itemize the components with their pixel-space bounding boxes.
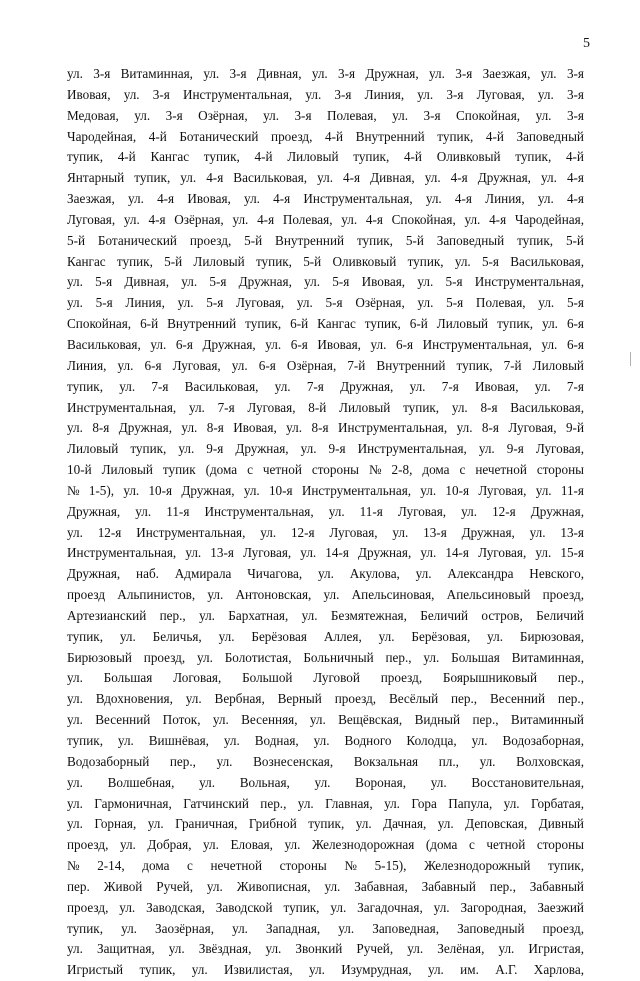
text-line: ул. Волшебная, ул. Вольная, ул. Вороная, ул. Восстановительная, (67, 774, 584, 790)
text-line: № 2-14, дома с нечетной стороны № 5-15), Железнодорожный тупик, (67, 858, 584, 874)
text-line: Водозаборный пер., ул. Вознесенская, Вокзальная пл., ул. Волховская, (67, 753, 584, 769)
text-line: Чародейная, 4-й Ботанический проезд, 4-й Внутренний тупик, 4-й Заповедный (67, 128, 584, 144)
text-line: Янтарный тупик, ул. 4-я Васильковая, ул. 4-я Дивная, ул. 4-я Дружная, ул. 4-я (67, 170, 584, 186)
text-line: ул. 5-я Дивная, ул. 5-я Дружная, ул. 5-я Ивовая, ул. 5-я Инструментальная, (67, 274, 584, 290)
text-line: Игристый тупик, ул. Извилистая, ул. Изумрудная, ул. им. А.Г. Харлова, (67, 962, 584, 978)
text-line: № 1-5), ул. 10-я Дружная, ул. 10-я Инструментальная, ул. 10-я Луговая, ул. 11-я (67, 482, 584, 498)
text-line: Бирюзовый проезд, ул. Болотистая, Больничный пер., ул. Большая Витаминная, (67, 649, 584, 665)
text-line: ул. 12-я Инструментальная, ул. 12-я Луговая, ул. 13-я Дружная, ул. 13-я (67, 524, 584, 540)
text-line: Заезжая, ул. 4-я Ивовая, ул. 4-я Инструментальная, ул. 4-я Линия, ул. 4-я (67, 191, 584, 207)
text-line: проезд, ул. Добрая, ул. Еловая, ул. Железнодорожная (дома с четной стороны (67, 837, 584, 853)
text-line: ул. 3-я Витаминная, ул. 3-я Дивная, ул. 3-я Дружная, ул. 3-я Заезжая, ул. 3-я (67, 66, 584, 81)
text-line: 5-й Ботанический проезд, 5-й Внутренний тупик, 5-й Заповедный тупик, 5-й (67, 232, 584, 248)
text-line: Дружная, ул. 11-я Инструментальная, ул. 11-я Луговая, ул. 12-я Дружная, (67, 503, 584, 519)
text-line: ул. Весенний Поток, ул. Весенняя, ул. Вещёвская, Видный пер., Витаминный (67, 712, 584, 728)
text-line: Инструментальная, ул. 7-я Луговая, 8-й Лиловый тупик, ул. 8-я Васильковая, (67, 399, 584, 415)
scan-artifact-mark (630, 352, 631, 366)
text-line: тупик, ул. Вишнёвая, ул. Водная, ул. Водного Колодца, ул. Водозаборная, (67, 733, 584, 748)
text-line: пер. Живой Ручей, ул. Живописная, ул. Забавная, Забавный пер., Забавный (67, 878, 584, 894)
text-line: 10-й Лиловый тупик (дома с четной стороны № 2-8, дома с нечетной стороны (67, 462, 584, 478)
text-line: Дружная, наб. Адмирала Чичагова, ул. Акулова, ул. Александра Невского, (67, 566, 584, 582)
text-line: Артезианский пер., ул. Бархатная, ул. Безмятежная, Беличий остров, Беличий (67, 607, 584, 623)
text-line: проезд Альпинистов, ул. Антоновская, ул. Апельсиновая, Апельсиновый проезд, (67, 587, 584, 603)
text-line: ул. Гармоничная, Гатчинский пер., ул. Главная, ул. Гора Папула, ул. Горбатая, (67, 795, 584, 811)
text-line: ул. Защитная, ул. Звёздная, ул. Звонкий Ручей, ул. Зелёная, ул. Игристая, (67, 941, 584, 957)
text-line: Лиловый тупик, ул. 9-я Дружная, ул. 9-я Инструментальная, ул. 9-я Луговая, (67, 441, 584, 457)
text-line: Кангас тупик, 5-й Лиловый тупик, 5-й Оливковый тупик, ул. 5-я Васильковая, (67, 253, 584, 269)
text-line: Медовая, ул. 3-я Озёрная, ул. 3-я Полевая, ул. 3-я Спокойная, ул. 3-я (67, 107, 584, 123)
page-number: 5 (583, 36, 590, 51)
text-line: ул. Большая Логовая, Большой Луговой проезд, Боярышниковый пер., (67, 670, 584, 686)
text-line: ул. Горная, ул. Граничная, Грибной тупик, ул. Дачная, ул. Деповская, Дивный (67, 816, 584, 832)
text-line: проезд, ул. Заводская, Заводской тупик, ул. Загадочная, ул. Загородная, Заезжий (67, 899, 584, 915)
text-line: Васильковая, ул. 6-я Дружная, ул. 6-я Ивовая, ул. 6-я Инструментальная, ул. 6-я (67, 336, 584, 352)
body-text (67, 64, 584, 981)
text-line: Инструментальная, ул. 13-я Луговая, ул. 14-я Дружная, ул. 14-я Луговая, ул. 15-я (67, 545, 584, 561)
text-line: Линия, ул. 6-я Луговая, ул. 6-я Озёрная, 7-й Внутренний тупик, 7-й Лиловый (67, 357, 584, 373)
text-line: Спокойная, 6-й Внутренний тупик, 6-й Кангас тупик, 6-й Лиловый тупик, ул. 6-я (67, 316, 584, 332)
text-line: тупик, ул. 7-я Васильковая, ул. 7-я Дружная, ул. 7-я Ивовая, ул. 7-я (67, 378, 584, 394)
text-line: ул. 8-я Дружная, ул. 8-я Ивовая, ул. 8-я Инструментальная, ул. 8-я Луговая, 9-й (67, 420, 584, 436)
text-line: ул. 5-я Линия, ул. 5-я Луговая, ул. 5-я Озёрная, ул. 5-я Полевая, ул. 5-я (67, 295, 584, 311)
text-line: тупик, ул. Беличья, ул. Берёзовая Аллея, ул. Берёзовая, ул. Бирюзовая, (67, 628, 584, 644)
text-line: тупик, 4-й Кангас тупик, 4-й Лиловый тупик, 4-й Оливковый тупик, 4-й (67, 149, 584, 165)
text-line: Ивовая, ул. 3-я Инструментальная, ул. 3-я Линия, ул. 3-я Луговая, ул. 3-я (67, 86, 584, 102)
text-line: ул. Вдохновения, ул. Вербная, Верный проезд, Весёлый пер., Весенний пер., (67, 691, 584, 707)
text-line: тупик, ул. Заозёрная, ул. Западная, ул. Заповедная, Заповедный проезд, (67, 920, 584, 936)
text-line: Луговая, ул. 4-я Озёрная, ул. 4-я Полевая, ул. 4-я Спокойная, ул. 4-я Чародейная, (67, 211, 584, 227)
